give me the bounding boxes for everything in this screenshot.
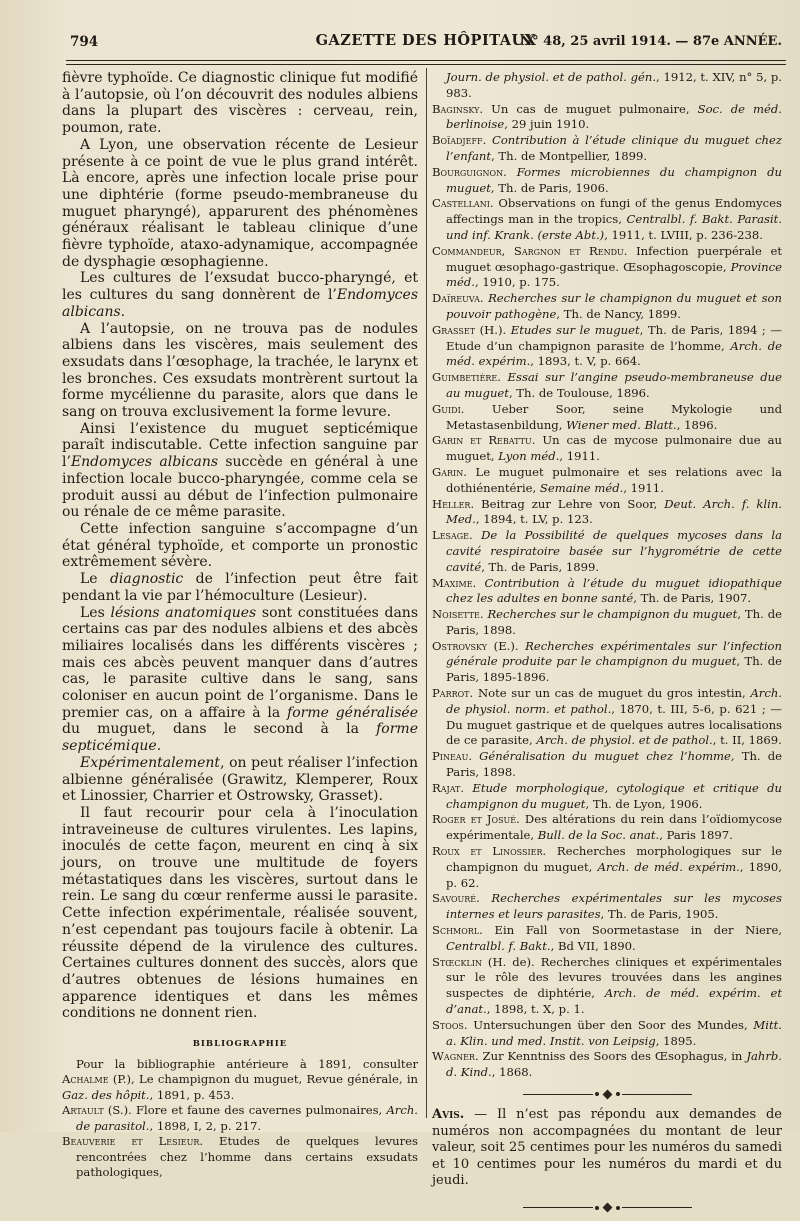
journal-title: GAZETTE DES HÔPITAUX <box>315 32 537 49</box>
bibliography-intro: Pour la bibliographie antérieure à 1891, consulter Achalme (P.), Le champignon du muguet, Revue générale, in Gaz. des hôpit., 1891, p. 453. <box>62 1056 418 1102</box>
bibliography-entry: Daïreuva. Recherches sur le champignon du muguet et son pouvoir pathogène, Th. de Nancy, 1899. <box>432 291 782 321</box>
bibliography-entry: Garin. Le muguet pulmonaire et ses relations avec la dothiénentérie, Semaine méd., 1911. <box>432 464 782 495</box>
bibliography-entry: Journ. de physiol. et de pathol. gén., 1912, t. XIV, n° 5, p. 983. <box>446 70 782 100</box>
bibliography-entry: Artault (S.). Flore et faune des cavernes pulmonaires, Arch. de parasitol., 1898, I, 2, p. 217. <box>62 1103 418 1133</box>
bibliography-heading: BIBLIOGRAPHIE <box>192 1039 288 1050</box>
closing-ornament <box>432 1203 782 1213</box>
bibliography-entry: Bourguignon. Formes microbiennes du champignon du muguet, Th. de Paris, 1906. <box>432 164 782 195</box>
bibliography-entry: Ostrovsky (E.). Recherches expérimentales sur l’infection générale produite par le champignon du muguet, Th. de Paris, 1895-1896. <box>432 638 782 685</box>
bibliography-entry: Lesage. De la Possibilité de quelques mycoses dans la cavité respiratoire basée sur l’hygrométrie de cette cavité, Th. de Paris, 1899. <box>432 528 782 574</box>
bibliography-entry: Heller. Beitrag zur Lehre von Soor, Deut. Arch. f. klin. Med., 1894, t. LV, p. 123. <box>432 496 782 527</box>
bibliography-entry: Schmorl. Ein Fall von Soormetastase in der Niere, Centralbl. f. Bakt., Bd VII, 1890. <box>432 923 782 953</box>
column-separator <box>426 68 427 1118</box>
notice-paragraph: Avis. — Il n’est pas répondu aux demandes de numéros non accompagnées du montant de leur valeur, soit 25 centimes pour les numéros du samedi et 10 centimes pour les numéros du mardi et du jeudi. <box>432 1107 782 1188</box>
left-column <box>62 70 418 1181</box>
paragraph: Cette infection sanguine s’accompagne d’un état général typhoïde, et comporte un pronostic extrêmement sévère. <box>62 520 418 571</box>
bibliography-entry: Rajat. Etude morphologique, cytologique et critique du champignon du muguet, Th. de Lyon, 1906. <box>432 780 783 811</box>
bibliography-entry: Roux et Linossier. Recherches morphologiques sur le champignon du muguet, Arch. de méd. expérim., 1890, p. 62. <box>432 844 782 890</box>
paragraph: Les lésions anatomiques sont constituées dans certains cas par des nodules albiens et des abcès miliaires localisés dans les différents viscères ; mais ces abcès peuvent manquer dans d’autres cas, le parasite cultive dans le sang, sans coloniser en aucun point de l’organisme. Dans le premier cas, on a affaire à la forme généralisée du muguet, dans le second à la forme septicémique. <box>62 604 418 755</box>
paragraph: Le diagnostic de l’infection peut être fait pendant la vie par l’hémoculture (Lesieur). <box>62 571 418 604</box>
paragraph: Expérimentalement, on peut réaliser l’infection albienne généralisée (Grawitz, Klemperer, Roux et Linossier, Charrier et Ostrowsky, Grasset). <box>62 754 418 805</box>
bibliography-entry: Wagner. Zur Kenntniss des Soors des Œsophagus, in Jahrb. d. Kind., 1868. <box>432 1049 782 1080</box>
bibliography-entry: Garin et Rebattu. Un cas de mycose pulmonaire due au muguet, Lyon méd., 1911. <box>432 433 783 464</box>
paragraph: Ainsi l’existence du muguet septicémique paraît indiscutable. Cette infection sanguine par l’Endomyces albicans succède en général à une infection locale bucco-pharyngée, comme cela se produit aussi au début de l’infection pulmonaire ou rénale de ce même parasite. <box>62 420 419 521</box>
paragraph: A Lyon, une observation récente de Lesieur présente à ce point de vue le plus grand intérêt. Là encore, après une infection locale prise pour une diphtérie (forme pseudo-membraneuse du muguet pharyngé), apparurent des phénomènes généraux réalisant le tableau clinique d’une fièvre typhoïde, ataxo-adynamique, accompagnée de dysphagie œsophagienne. <box>62 136 418 270</box>
bibliography-entry: Guimbetière. Essai sur l’angine pseudo-membraneuse due au muguet, Th. de Toulouse, 1896. <box>432 370 783 400</box>
paragraph: A l’autopsie, on ne trouva pas de nodules albiens dans les viscères, mais seulement des exsudats dans l’œsophage, la trachée, le larynx et les bronches. Ces exsudats montrèrent surtout la forme mycélienne du parasite, alors que dans le sang on trouva exclusivement la forme levure. <box>62 320 418 421</box>
bibliography-entry: Parrot. Note sur un cas de muguet du gros intestin, Arch. de physiol. norm. et pathol., 1870, t. III, 5-6, p. 621 ; — Du muguet gastrique et de quelques autres localisations de ce parasite, Arch. de physiol. et de pathol., t. II, 1869. <box>432 686 783 748</box>
bibliography-entry: Roger et Josué. Des altérations du rein dans l’oïdiomycose expérimentale, Bull. de la Soc. anat., Paris 1897. <box>432 812 783 843</box>
bibliography-entry: Commandeur, Sargnon et Rendu. Infection puerpérale et muguet œsophago-gastrique. Œsophagoscopie, Province méd., 1910, p. 175. <box>432 243 782 290</box>
page-header <box>70 30 782 52</box>
bibliography-entry: Castellani. Observations on fungi of the genus Endomyces affectings man in the tropics, Centralbl. f. Bakt. Parasit. und inf. Krank. (erste Abt.), 1911, t. LVIII, p. 236-238. <box>432 196 783 242</box>
bibliography-entry: Guidi. Ueber Soor, seine Mykologie und Metastasenbildung, Wiener med. Blatt., 1896. <box>432 401 782 432</box>
section-ornament <box>432 1089 782 1099</box>
bibliography-entry: Stœcklin (H. de). Recherches cliniques et expérimentales sur le rôle des levures trouvées dans les angines suspectes de diphtérie, Arch. de méd. expérim. et d’anat., 1898, t. X, p. 1. <box>432 954 782 1017</box>
bibliography-entry: Beauverie et Lesieur. Etudes de quelques levures rencontrées chez l’homme dans certains exsudats pathologiques, <box>62 1134 418 1180</box>
bibliography-entry: Stoos. Untersuchungen über den Soor des Mundes, Mitt. a. Klin. und med. Instit. von Leipsig, 1895. <box>432 1017 782 1048</box>
bibliography-entry: Baginsky. Un cas de muguet pulmonaire, Soc. de méd. berlinoise, 29 juin 1910. <box>432 101 782 132</box>
bibliography-entry: Grasset (H.). Etudes sur le muguet, Th. de Paris, 1894 ; — Etude d’un champignon parasite de l’homme, Arch. de méd. expérim., 1893, t. V, p. 664. <box>432 322 783 369</box>
paragraph: fièvre typhoïde. Ce diagnostic clinique fut modifié à l’autopsie, où l’on découvrit des nodules albiens dans la plupart des viscères : cerveau, rein, poumon, rate. <box>62 70 418 137</box>
paragraph: Les cultures de l’exsudat bucco-pharyngé, et les cultures du sang donnèrent de l’Endomyces albicans. <box>62 270 418 320</box>
right-column <box>432 70 782 1221</box>
issue-info: N° 48, 25 avril 1914. — 87e ANNÉE. <box>520 34 782 49</box>
page-number: 794 <box>70 34 99 50</box>
bibliography-entry: Maxime. Contribution à l’étude du muguet idiopathique chez les adultes en bonne santé, Th. de Paris, 1907. <box>432 575 782 606</box>
bibliography-entry: Savouré. Recherches expérimentales sur les mycoses internes et leurs parasites, Th. de Paris, 1905. <box>432 891 782 922</box>
bibliography-entry: Boïadjeff. Contribution à l’étude clinique du muguet chez l’enfant, Th. de Montpellier, 1899. <box>432 133 782 163</box>
header-rule-secondary <box>66 64 786 65</box>
paragraph: Il faut recourir pour cela à l’inoculation intraveineuse de cultures virulentes. Les lapins, inoculés de cette façon, meurent en cinq à six jours, on trouve une multitude de foyers métastatiques dans les viscères, surtout dans le rein. Le sang du cœur renferme aussi le parasite. Cette infection expérimentale, réalisée souvent, n’est cependant pas toujours facile à obtenir. La réussite dépend de la virulence des cultures. Certaines cultures donnent des succès, alors que d’autres obtenues de lésions humaines en apparence identiques et dans les mêmes conditions ne donnent rien. <box>62 804 418 1022</box>
header-rule <box>66 60 786 61</box>
bibliography-entry: Noisette. Recherches sur le champignon du muguet, Th. de Paris, 1898. <box>432 607 782 637</box>
bibliography-entry: Pineau. Généralisation du muguet chez l’homme, Th. de Paris, 1898. <box>432 749 782 780</box>
